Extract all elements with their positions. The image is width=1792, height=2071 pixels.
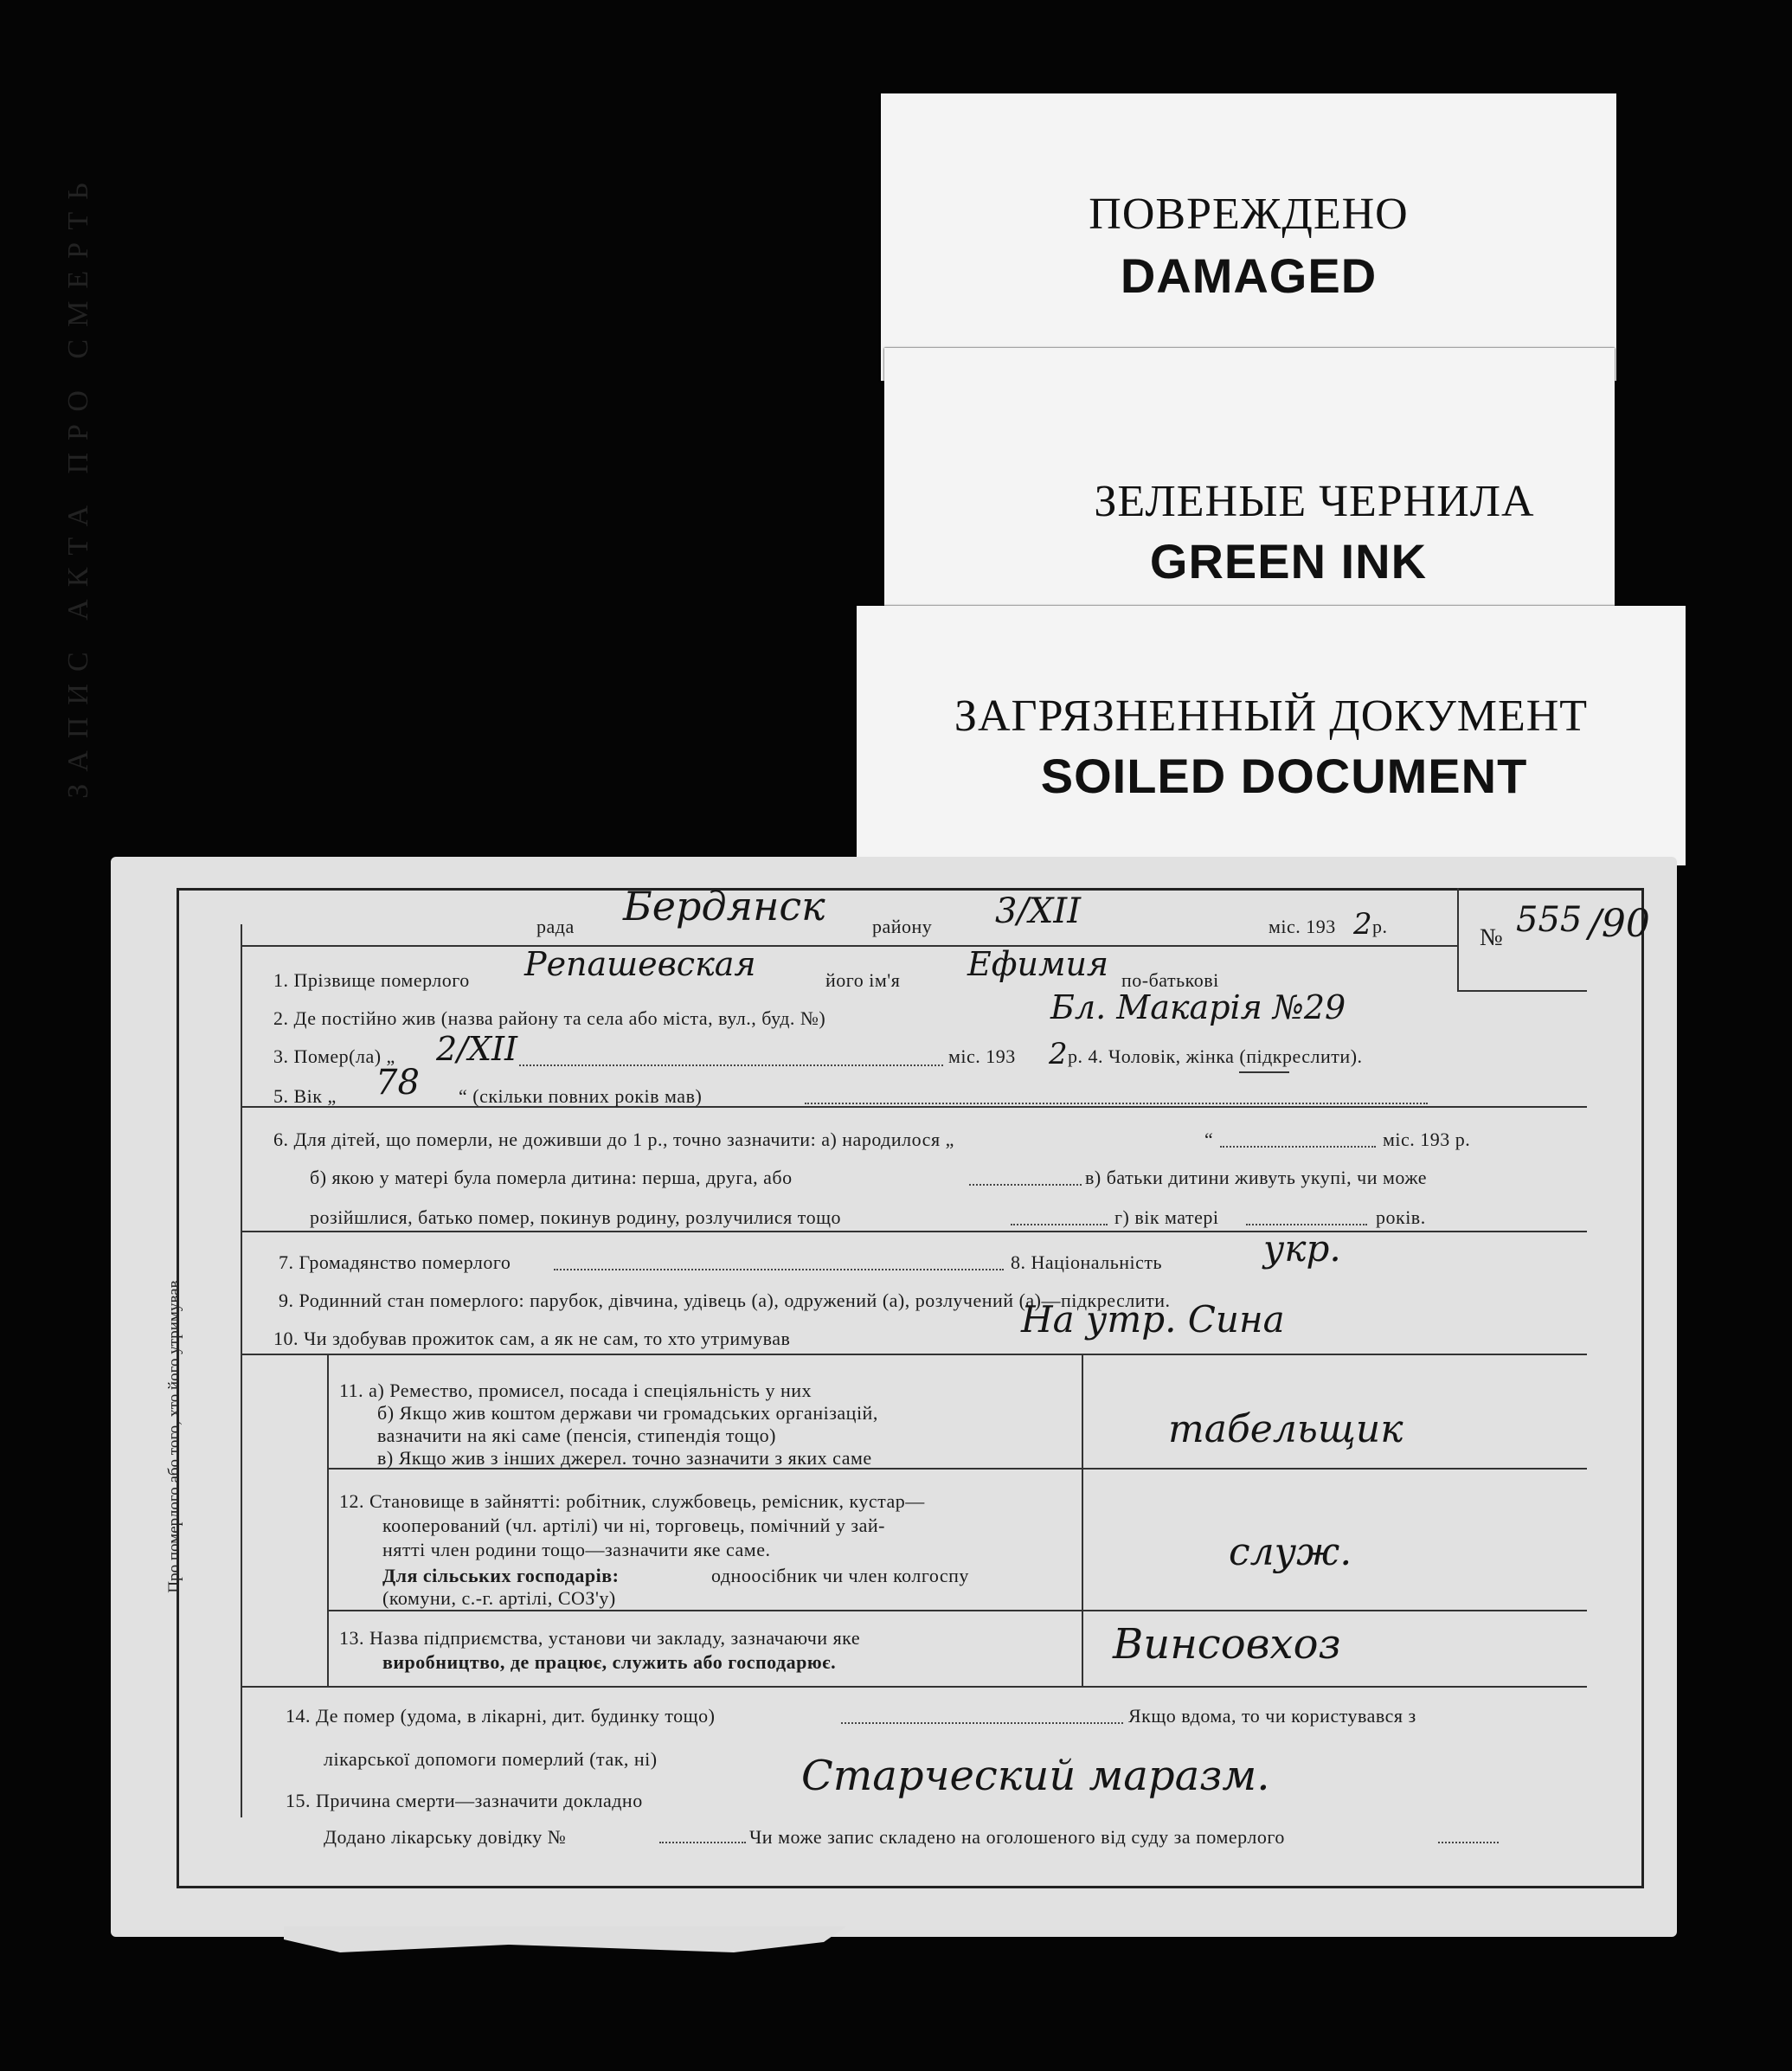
side-title: ЗАПИС АКТА ПРО СМЕРТЬ [62,170,94,799]
row-1-name-label: його ім'я [825,969,901,991]
header-rule [241,945,1457,947]
year-suffix: р. [1372,916,1388,937]
row-15-cause-label: 15. Причина смерти—зазначити докладно [286,1790,643,1811]
record-number-suffix: /90 [1589,902,1650,946]
supported-by-value: На утр. Сина [1021,1298,1285,1341]
row-13a-label: 13. Назва підприємства, установи чи закладу, зазначаючи яке [339,1627,861,1649]
row-2-residence-label: 2. Де постійно жив (назва району та села або міста, вул., буд. №) [273,1007,826,1029]
rule-after-5 [241,1106,1587,1108]
rayonu-label: району [872,916,933,937]
left-column-divider [241,924,242,1817]
parents-status-line [1011,1224,1108,1225]
sub-column-divider [327,1354,329,1686]
green-ink-label-ru: ЗЕЛЕНЫЕ ЧЕРНИЛА [1094,477,1535,526]
certificate-line [659,1842,746,1843]
number-box-divider [1457,888,1459,990]
rule-after-13 [241,1686,1587,1688]
answer-column-divider [1082,1354,1083,1686]
side-subtitle: Про померлого або того, хто його утримував [165,1280,183,1593]
row-10-support-label: 10. Чи здобував прожиток сам, а як не сам, то хто утримував [273,1328,791,1349]
age-value: 78 [376,1063,420,1103]
row-1-patronymic-label: по-батькові [1121,969,1219,991]
sex-underline [1239,1071,1289,1073]
surname-value: Репашевская [524,945,756,983]
born-line [1220,1146,1376,1148]
workplace-value: Винсовхоз [1113,1620,1341,1669]
row-11c-label: вазначити на які саме (пенсія, стипендія тощо) [377,1425,776,1446]
row-5-age-label: 5. Вік „ [273,1085,337,1107]
rule-after-10 [241,1354,1587,1355]
damaged-label-en: DAMAGED [1120,248,1378,303]
row-6-mother-age-label: г) вік матері [1114,1206,1219,1228]
green-ink-label-en: GREEN INK [1149,534,1428,588]
damaged-label [881,93,1616,381]
address-value: Бл. Макарія №29 [1050,988,1346,1026]
row-12e-label: одноосібник чи член колгоспу [711,1565,969,1586]
row-6-born-label: 6. Для дітей, що померли, не доживши до 1 р., точно зазначити: а) народилося „ [273,1129,954,1150]
row-6-birth-order-label: б) якою у матері була померла дитина: перша, друга, або [310,1167,793,1188]
mother-age-line [1246,1224,1367,1225]
row-11b-label: б) Якщо жив коштом держави чи громадських організацій, [377,1402,878,1424]
death-year-digit: 2 [1049,1037,1068,1071]
age-line [805,1103,1428,1104]
row-14-home-label: Якщо вдома, то чи користувався з [1128,1705,1416,1727]
row-4-sex-label: р. 4. Чоловік, жінка (підкреслити). [1068,1045,1363,1067]
row-12c-label: нятті член родини тощо—зазначити яке саме. [382,1539,771,1560]
record-year-digit: 2 [1353,907,1372,942]
certificate-label: Додано лікарську довідку № [324,1826,567,1848]
torn-edge [284,1926,846,1952]
green-ink-label [884,348,1615,608]
row-6-month-label: міс. 193 р. [1383,1129,1471,1150]
row-14-medical-label: лікарської допомоги померлий (так, ні) [324,1748,658,1770]
number-box-bottom [1457,990,1587,992]
citizenship-line [554,1269,1004,1270]
month-year-label: міс. 193 [1269,916,1336,937]
row-8-nationality-label: 8. Національність [1011,1251,1163,1273]
row-14-place-label: 14. Де помер (удома, в лікарні, дит. будинку тощо) [286,1705,716,1727]
row-12b-label: кооперований (чл. артілі) чи ні, торговець, помічний у зай- [382,1515,885,1536]
row-6-years-label: років. [1376,1206,1426,1228]
number-label: № [1480,924,1504,951]
death-date-line [519,1064,943,1066]
row-1-surname-label: 1. Прізвище померлого [273,969,470,991]
court-record-label: Чи може запис складено на оголошеного від суду за померлого [749,1826,1285,1848]
row-9-marital-label: 9. Родинний стан померлого: парубок, дівчина, удівець (а), одружений (а), розлучений (а)—підкреслити. [279,1290,1171,1311]
nationality-value: укр. [1263,1227,1341,1270]
rada-value: Бердянск [623,883,825,929]
row-3-died-label: 3. Помер(ла) „ [273,1045,395,1067]
death-place-line [841,1722,1123,1724]
soiled-document-label [857,606,1686,865]
row-7-citizenship-label: 7. Громадянство померлого [279,1251,511,1273]
rule-after-6 [241,1231,1587,1232]
record-date-value: 3/XII [995,891,1082,931]
row-12a-label: 12. Становище в зайнятті: робітник, службовець, ремісник, кустар— [339,1490,925,1512]
soiled-document-label-en: SOILED DOCUMENT [1040,749,1528,803]
name-value: Ефимия [967,945,1109,983]
row-13b-label: виробництво, де працює, служить або господарює. [382,1651,837,1673]
birth-order-line [969,1184,1082,1186]
damaged-label-ru: ПОВРЕЖДЕНО [1089,190,1409,239]
record-number: 555 [1516,900,1583,940]
rule-after-12 [327,1610,1587,1611]
position-value: служ. [1229,1530,1352,1574]
row-3-month-label: міс. 193 [948,1045,1016,1067]
court-record-line [1438,1842,1499,1843]
row-11d-label: в) Якщо жив з інших джерел. точно зазначити з яких саме [377,1447,872,1469]
row-5-age-note: “ (скільки повних років мав) [459,1085,703,1107]
death-date-value: 2/XII [436,1030,518,1068]
row-12f-label: (комуни, с.-г. артілі, СОЗ'у) [382,1587,616,1609]
row-6-quote: “ [1204,1129,1214,1150]
row-11a-label: 11. а) Ремество, промисел, посада і спеціяльність у них [339,1380,813,1401]
rada-label: рада [536,916,575,937]
occupation-value: табельщик [1168,1407,1403,1451]
soiled-document-label-ru: ЗАГРЯЗНЕННЫЙ ДОКУМЕНТ [954,691,1589,741]
row-12d-label: Для сільських господарів: [382,1565,620,1586]
cause-value: Старческий маразм. [801,1752,1270,1800]
row-6-parents-status-label: розійшлися, батько помер, покинув родину, розлучилися тощо [310,1206,842,1228]
row-6-parents-label: в) батьки дитини живуть укупі, чи може [1085,1167,1428,1188]
